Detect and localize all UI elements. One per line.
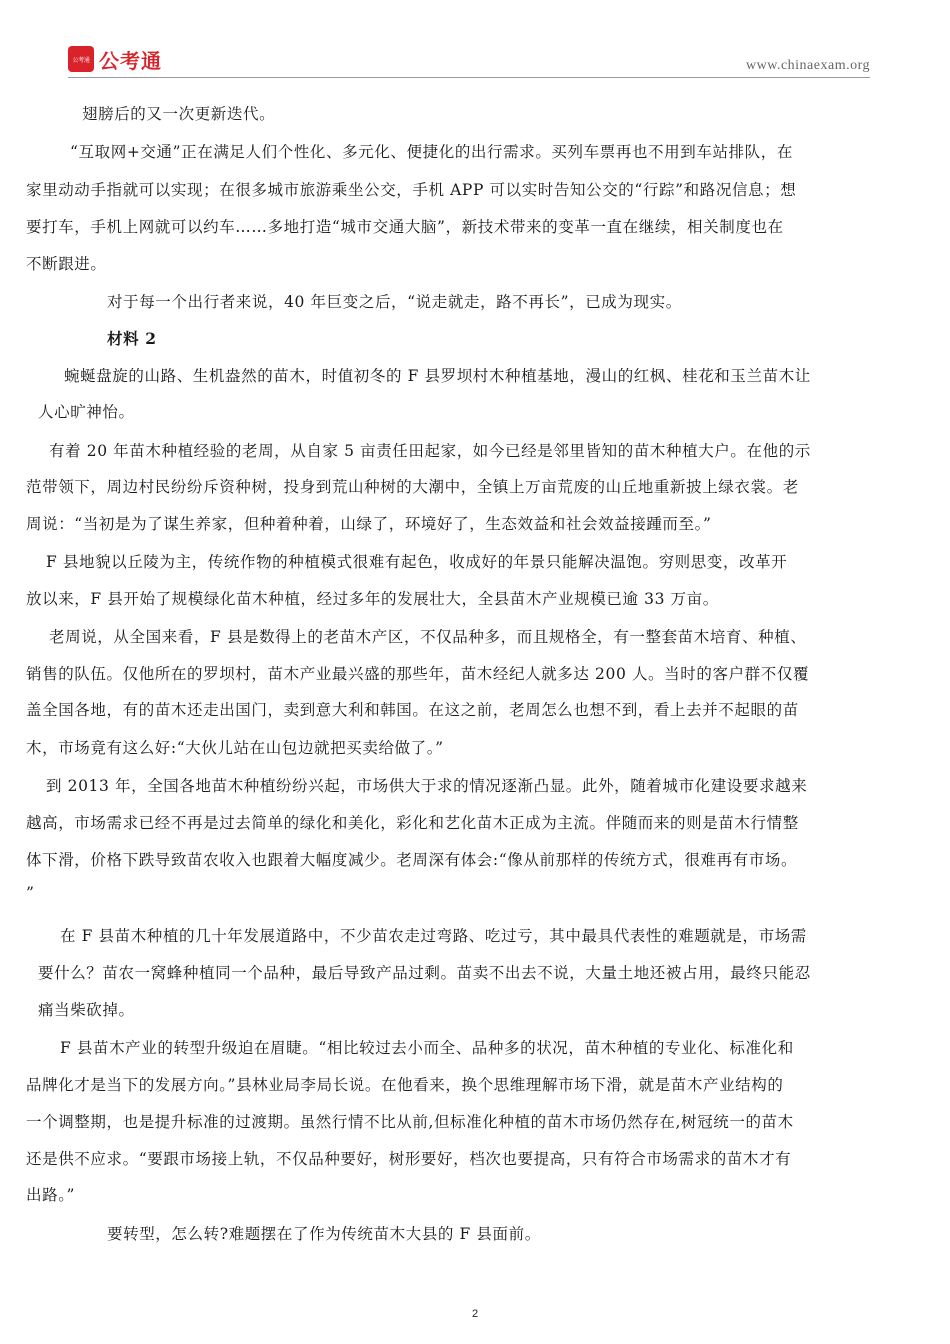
section-heading: 材料 2 [107,329,157,348]
text-line: 体下滑，价格下跌导致苗农收入也跟着大幅度减少。老周深有体会:“像从前那样的传统方式，很难再有市场。 [26,851,798,869]
text-line: 一个调整期，也是提升标准的过渡期。虽然行情不比从前,但标准化种植的苗木市场仍然存在,树冠统一的苗木 [26,1113,794,1131]
text-line: 周说：“当初是为了谋生养家，但种着种着，山绿了，环境好了，生态效益和社会效益接踵而至。” [26,515,712,533]
text-line: 对于每一个出行者来说，40 年巨变之后，“说走就走，路不再长”，已成为现实。 [107,293,682,311]
text-line: F 县苗木产业的转型升级迫在眉睫。“相比较过去小而全、品种多的状况，苗木种植的专业化、标准化和 [60,1039,794,1057]
site-url: www.chinaexam.org [746,58,870,73]
text-line: 还是供不应求。“要跟市场接上轨，不仅品种要好，树形要好，档次也要提高，只有符合市场需求的苗木才有 [26,1150,792,1168]
text-line: 要什么？苗农一窝蜂种植同一个品种，最后导致产品过剩。苗卖不出去不说，大量土地还被占用，最终只能忍 [38,964,811,982]
text-line: 家里动动手指就可以实现；在很多城市旅游乘坐公交，手机 APP 可以实时告知公交的“行踪”和路况信息；想 [26,181,797,199]
text-line: 销售的队伍。仅他所在的罗坝村，苗木产业最兴盛的那些年，苗木经纪人就多达 200 人。当时的客户群不仅覆 [26,665,810,683]
text-line: 要转型，怎么转?难题摆在了作为传统苗木大县的 F 县面前。 [107,1225,541,1243]
text-line: 盖全国各地，有的苗木还走出国门，卖到意大利和韩国。在这之前，老周怎么也想不到，看上去并不起眼的苗 [26,701,799,719]
text-line: 木，市场竟有这么好:“大伙儿站在山包边就把买卖给做了。” [26,739,444,757]
text-line: 老周说，从全国来看，F 县是数得上的老苗木产区，不仅品种多，而且规格全，有一整套苗木培育、种植、 [49,628,807,646]
page-number: 2 [471,1308,479,1320]
logo-icon [68,46,94,72]
text-line: 要打车，手机上网就可以约车……多地打造“城市交通大脑”，新技术带来的变革一直在继续，相关制度也在 [26,218,784,236]
text-line: 不断跟进。 [26,255,107,273]
logo-mark-text: 公考通 [72,56,90,64]
text-line: 到 2013 年，全国各地苗木种植纷纷兴起，市场供大于求的情况逐渐凸显。此外，随着城市化建设要求越来 [46,777,808,795]
text-line: 有着 20 年苗木种植经验的老周，从自家 5 亩责任田起家，如今已经是邻里皆知的苗木种植大户。在他的示 [49,442,811,460]
text-line: 放以来，F 县开始了规模绿化苗木种植，经过多年的发展壮大，全县苗木产业规模已逾 33 万亩。 [26,590,719,608]
text-line: 在 F 县苗木种植的几十年发展道路中，不少苗农走过弯路、吃过亏，其中最具代表性的难题就是，市场需 [60,927,807,945]
logo-text: 公考通 [99,48,162,73]
text-line: 出路。” [26,1186,76,1204]
header-divider [68,77,870,78]
text-line: F 县地貌以丘陵为主，传统作物的种植模式很难有起色，收成好的年景只能解决温饱。穷则思变，改革开 [46,553,788,571]
text-line: 越高，市场需求已经不再是过去简单的绿化和美化，彩化和艺化苗木正成为主流。伴随而来的则是苗木行情整 [26,814,799,832]
gongkaotong-logo [68,46,162,72]
text-line: 范带领下，周边村民纷纷斥资种树，投身到荒山种树的大潮中，全镇上万亩荒废的山丘地重新披上绿衣裳。老 [26,478,799,496]
text-line: 痛当柴砍掉。 [38,1001,135,1019]
text-line: “互取网+交通”正在满足人们个性化、多元化、便捷化的出行需求。买列车票再也不用到车站排队，在 [70,143,793,161]
text-line: 翅膀后的又一次更新迭代。 [82,105,276,123]
text-line: 蜿蜒盘旋的山路、生机盎然的苗木，时值初冬的 F 县罗坝村木种植基地，漫山的红枫、桂花和玉兰苗木让 [64,367,811,385]
page-header [0,0,950,80]
text-line: 人心旷神怡。 [38,403,135,421]
text-line: ” [26,884,35,902]
text-line: 品牌化才是当下的发展方向。”县林业局李局长说。在他看来，换个思维理解市场下滑，就是苗木产业结构的 [26,1076,784,1094]
